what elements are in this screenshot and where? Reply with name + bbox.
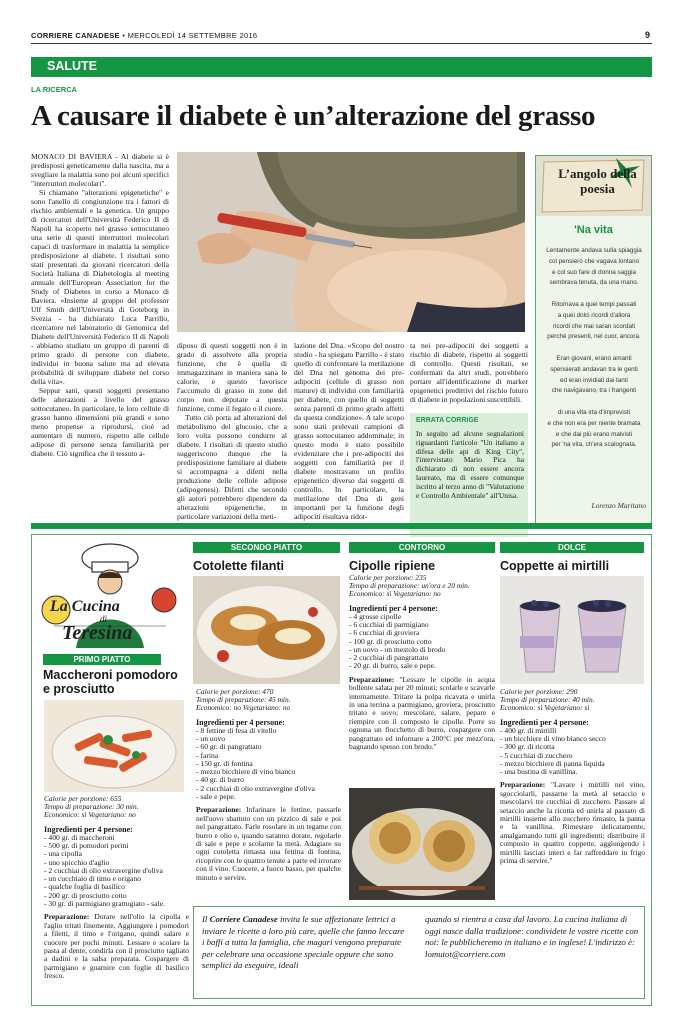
recipe-tag: PRIMO PIATTO xyxy=(43,654,161,665)
recipe-secondo-body xyxy=(196,688,341,882)
insulin-injection-illustration xyxy=(177,152,525,332)
article-paragraph: Tutto ciò porta ad alterazioni del metabolismo del glucosio, che a loro volta possono condurre al diabete. I risultati di questo studio suggeriscono dunque che la predisposizione familiare al diabete si accompagna a difetti nella produzione delle cellule adipose (adipogenesi). Difetti che secondo gli autori potrebbero dipendere da alterazioni epigenetiche, in particolare variazioni della meti- xyxy=(177,413,287,521)
recipe-tag: SECONDO PIATTO xyxy=(193,542,340,553)
ingredient-item: - 2 cucchiai di pangrattato xyxy=(349,653,429,663)
recipe-tag: DOLCE xyxy=(500,542,644,553)
recipe-dolce xyxy=(500,542,644,573)
article-col-1 xyxy=(31,152,169,524)
recipe-photo-dolce xyxy=(500,576,644,684)
recipe-title: Maccheroni pomodoro e prosciutto xyxy=(43,668,178,696)
recipe-secondo xyxy=(193,542,340,573)
prep-text: Dorare nell'olio la cipolla e l'aglio tritati finemente. Aggiungere i pomodori a filetti, il timo e l'origano, quindi salare e cuocere per pochi minuti. Lessare e scolare la pasta al dente, condirla con il prosciutto tagliato a dadini e la salsa preparata. Cospargere di parmigiano e guarnire con foglie di basilico fresco. xyxy=(44,912,189,981)
poem-line: col pensiero che vagava lontano xyxy=(548,257,640,265)
poem-line: spensierati andavan tra le genti xyxy=(550,365,638,373)
ingredient-item: - una bustina di vanillina. xyxy=(500,767,578,777)
poetry-header xyxy=(536,156,651,216)
recipe-primo xyxy=(43,654,185,696)
poem-line: ricordi che mai saran scordati xyxy=(552,322,636,330)
article-paragraph: Si chiamano "alterazioni epigenetiche" e sono l'anello di congiunzione tra i fattori di rischio ambientali e la genetica. Un gruppo di ricercatori dell'Università Federico II di Napoli ha scoperto nel grasso sottocutaneo una serie di questi interruttori molecolari capaci di trasformare in malattia la semplice predisposizione al diabete. I risultati sono stati presentati da giovani ricercatori della Società Italiana di Diabetologia al meeting annuale dell'European Association for the Study of Diabetes in corso a Monaco di Baviera. «Insieme al gruppo del professor Ulf Smith dell'Università di Goteborg in Svezia - ha dichiarato Luca Parrillo, ricercatore nel laboratorio di Genomica del Diabete dell'Università Federico II di Napoli - abbiamo studiato un gruppo di parenti di primo grado di persone con diabete, individui in buona salute ma ad elevata probabilità di sviluppare diabete nel corso della vita». xyxy=(31,188,169,386)
ingredient-item: - 2 cucchiai di olio extravergine d'oliva xyxy=(44,865,163,875)
poem-line: Ritornava a quei tempi passati xyxy=(551,300,637,308)
recipe-meta-line: Economico: no Vegetariano: no xyxy=(196,703,291,713)
ingredient-item: - 150 gr. di fontina xyxy=(196,758,253,768)
cutlet-illustration xyxy=(193,576,340,684)
recipe-photo-primo xyxy=(44,700,184,792)
ingredient-item: - 40 gr. di burro xyxy=(196,775,244,785)
paper-name: CORRIERE CANADESE xyxy=(31,31,120,40)
article-paragraph: ta nei pre-adipociti dei soggetti a rischio di diabete, rispetto ai soggetti di controllo. Questi risultati, se confermati da altri studi, potrebbero portare all'identificazione di marker epigenetici predittivi del rischio futuro di diabete in popolazioni suscettibili. xyxy=(410,341,528,404)
poem-line: e che non era per niente bramata xyxy=(547,419,641,427)
ingredient-item: - 60 gr. di pangrattato xyxy=(196,742,262,752)
invite-post: invita le sue affezionate lettrici a inviare le ricette a loro più care, quelle che fanno leccare i baffi a tutta la famiglia, che magari vengono preparate per celebrare una occasione speciale oppure che sono semplici da eseguire, ideali xyxy=(202,914,405,971)
poem-line: perché presenti, nel cuor, ancora. xyxy=(547,333,641,341)
ingredient-item: - 2 cucchiai di olio extravergine d'oliva xyxy=(196,783,315,793)
recipe-preparation xyxy=(349,676,495,752)
section-divider xyxy=(31,523,652,529)
errata-body: In seguito ad alcune segnalazioni riguardanti l'articolo "Un italiano a difesa delle api di King City", l'intervistato Mario Pica ha dichiarato di non essere ancora laureato, ma di essere comunque iscritto al terzo anno di "Valutazione e Controllo Ambientale" all'Unisa. xyxy=(416,429,524,500)
ingredient-item: - uno spicchio d'aglio xyxy=(44,857,110,867)
ingredient-item: - 6 cucchiai di parmigiano xyxy=(349,619,429,629)
ingredient-item: - farina xyxy=(196,750,219,760)
prep-label: Preparazione: xyxy=(196,805,242,815)
ingredient-item: - 30 gr. di parmigiano grattugiato - sale. xyxy=(44,898,165,908)
pasta-illustration xyxy=(44,700,184,792)
ingredient-item: - sale e pepe. xyxy=(196,791,236,801)
poem-line: a quei dolci ricordi d'allora xyxy=(557,311,631,319)
errata-title: ERRATA CORRIGE xyxy=(416,417,479,424)
ingredient-item: - 300 gr. di ricotta xyxy=(500,742,555,752)
article-paragraph: MONACO DI BAVIERA - Al diabete si è predisposti geneticamente dalla nascita, ma a svegliare la malattia sono poi alcuni specifici "interruttori molecolari". xyxy=(31,152,169,188)
recipe-meta xyxy=(44,795,189,820)
page-number: 9 xyxy=(645,30,651,40)
ingredient-item: - qualche foglia di basilico xyxy=(44,882,125,892)
ingredient-item: - un uovo - un mestolo di brodo xyxy=(349,644,446,654)
headline: A causare il diabete è un’alterazione del grasso xyxy=(31,100,596,132)
blueberry-cups-illustration xyxy=(500,576,644,684)
poem-line: di una vita irta d'imprevisti xyxy=(557,408,631,416)
poetry-title: L’angolo della poesia xyxy=(558,166,637,196)
article-col-4 xyxy=(410,341,528,411)
recipe-preparation xyxy=(500,781,645,865)
article-paragraph: lazione del Dna. «Scopo del nostro studio - ha spiegato Parrillo - è stato quello di confrontare la metilazione del Dna nel genoma dei pre-adipociti (cellule di grasso non mature) di individui con familiarità per diabete, con quello di soggetti senza parenti di primo grado affetti da questa condizione». A tale scopo sono stati prelevati campioni di grasso sottocutaneo addominale; in questo modo è stato possibile evidenziare che i pre-adipociti dei soggetti con familiarità per il diabete mostravano un profilo epigenetico diverso dai soggetti di controllo. In particolare, la metilazione del Dna di geni importanti per la funzione degli adipociti risultava ridot- xyxy=(294,341,404,521)
recipe-meta-line: Economico: sì Vegetariano: no xyxy=(44,810,136,820)
recipe-photo-secondo xyxy=(193,576,340,684)
ingredient-item: - 20 gr. di burro, sale e pepe. xyxy=(349,661,436,671)
ingredients-list xyxy=(196,727,341,802)
ingredient-item: - un bicchiere di vino bianco secco xyxy=(500,733,606,743)
invite-pre: Il xyxy=(202,914,210,924)
ingredient-item: - 500 gr. di pomodori perini xyxy=(44,840,129,850)
prep-text: Infarinare le fettine, passarle nell'uovo sbattuto con un pizzico di sale e poi nel pangrattato. Farle rosolare in un tegame con burro e olio e, quando saranno dorate, regolarle di sale e pepe e scolarne la metà. Adagiare su ogni cotoletta rimasta una fettina di fontina, ricoprire con le quattro tenute a parte ed irrorare con il vino. Cuocere, a fuoco basso, per qualche minuto e servire. xyxy=(196,805,341,882)
article-paragraph: diposo di questi soggetti non è in grado di assolvere alla propria funzione, che è quella di immagazzinare in maniera sana le calorie, e questo favorisce l'accumulo di grasso in zone del corpo non deputate a questa funzione, come il fegato o il cuore. xyxy=(177,341,287,413)
article-paragraph: Seppur sani, questi soggetti presentano delle alterazioni a livello del grasso sottocutaneo. In particolare, le loro cellule di grasso hanno dimensioni più grandi e sono meno propense a riprodursi, cioè ad aumentare di numero, rispetto alle cellule adipose di persone senza familiarità per diabete. Ciò significa che il tessuto a- xyxy=(31,386,169,458)
recipe-preparation xyxy=(44,913,189,980)
recipe-meta xyxy=(349,574,495,599)
ingredient-item: - una cipolla xyxy=(44,849,82,859)
poem-author: Lorenzo Maritano xyxy=(591,501,646,510)
invite-text-right: quando si rientra a casa dal lavoro. La cucina italiana di oggi nasce dalla tradizione: condividete le vostre ricette con noi: le pubblicheremo in italiano e in inglese! L'indirizzo è: lomutot@corriere.com xyxy=(425,914,639,959)
ingredient-item: - 200 gr. di prosciutto cotto xyxy=(44,890,127,900)
recipe-meta-line: Calorie per porzione: 235 xyxy=(349,573,427,582)
ingredient-item: - 8 fettine di fesa di vitello xyxy=(196,725,277,735)
poem-line: che navigavano, tra i frangenti xyxy=(551,387,637,395)
poem-line: Lentamente andava sulla spiaggia xyxy=(546,247,642,254)
recipe-title: Cotolette filanti xyxy=(193,559,284,573)
ingredient-item: - 6 cucchiai di groviera xyxy=(349,628,420,638)
recipe-contorno-body xyxy=(349,574,495,751)
ingredient-item: - mezzo bicchiere di panna liquida xyxy=(500,758,605,768)
ingredients-title: Ingredienti per 4 persone: xyxy=(349,603,438,613)
poem-line xyxy=(542,397,646,408)
article-col-3 xyxy=(294,341,404,523)
recipe-preparation xyxy=(196,806,341,882)
poem-title: 'Na vita xyxy=(574,224,613,236)
ingredients-list xyxy=(44,834,189,909)
ingredient-item: - 5 cucchiai di zucchero xyxy=(500,750,573,760)
poem-line: per 'na vita, ch'era scalognata. xyxy=(551,441,637,449)
prep-label: Preparazione: xyxy=(349,674,395,684)
recipe-meta-line: Calorie per porzione: 470 xyxy=(196,687,274,696)
logo-di: di xyxy=(100,614,108,624)
recipe-meta-line: Calorie per porzione: 290 xyxy=(500,687,578,696)
invite-text-left xyxy=(202,914,407,972)
article-col-2 xyxy=(177,341,287,523)
section-bar: SALUTE xyxy=(31,57,652,77)
poem-line: ed eran invidiati dai tanti xyxy=(560,376,628,384)
ingredient-item: - un cucchiaio di timo e origano xyxy=(44,874,142,884)
header-rule xyxy=(31,43,652,44)
ingredient-item: - 400 gr. di maccheroni xyxy=(44,832,115,842)
ingredients-title: Ingredienti per 4 persone: xyxy=(500,717,589,727)
recipe-photo-contorno xyxy=(349,788,495,900)
poem-line xyxy=(542,343,646,354)
recipe-meta-line: Tempo di preparazione: 45 min. xyxy=(196,695,291,705)
poem-line xyxy=(542,289,646,300)
recipe-meta-line: Tempo di preparazione: un'ora e 20 min. xyxy=(349,581,470,591)
poem-line: e che dai più erano malvisti xyxy=(555,430,633,438)
ingredients-title: Ingredienti per 4 persone: xyxy=(196,717,285,727)
prep-text: "Lavare i mirtilli nel vino, sgocciolarli, passarne la metà al setaccio e mescolarvi tre cucchiai di zucchero. Passare al setaccio anche la ricotta ed unirla al passato di mirtilli insieme allo zucchero rimasto, la panna e la vanillina. Rimestare delicatamente, amalgamando tutti gli ingredienti; distribuire il composto in quattro coppette, aggiungendo i mirtilli lasciati interi e far raffreddare in frigo prima di servire." xyxy=(500,780,645,866)
errata-box xyxy=(410,413,528,537)
recipes-invite-box xyxy=(193,906,645,999)
ingredients-list xyxy=(500,727,645,777)
recipe-contorno xyxy=(349,542,495,573)
recipe-meta-line: Tempo di preparazione: 30 min. xyxy=(44,802,139,812)
ingredient-item: - 400 gr. di mirtilli xyxy=(500,725,557,735)
ingredient-item: - 4 grosse cipolle xyxy=(349,611,402,621)
recipe-title: Coppette ai mirtilli xyxy=(500,559,610,573)
recipe-title: Cipolle ripiene xyxy=(349,559,436,573)
recipe-dolce-body xyxy=(500,688,645,865)
recipe-tag: CONTORNO xyxy=(349,542,495,553)
article-photo xyxy=(177,152,525,332)
issue-date: • MERCOLEDÌ 14 SETTEMBRE 2016 xyxy=(122,31,258,40)
masthead xyxy=(31,31,257,40)
recipe-primo-body xyxy=(44,795,189,981)
recipe-meta-line: Calorie per porzione: 655 xyxy=(44,794,122,803)
recipe-meta xyxy=(500,688,645,713)
prep-text: "Lessare le cipolle in acqua bollente salata per 20 minuti; scolarle e scavarle internamente. Tritare la polpa ricavata e unirla in una terrina a parmigiano, groviera, prosciutto tritato e uovo; mescolare, salare, pepare e riempire con il composto le cipolle. Porre su ognuna un fiocchetto di burro, cospargere con pangrattato ed infornare a 200°C per mezz'ora, bagnando spesso con brodo." xyxy=(349,674,495,751)
ingredient-item: - un uovo xyxy=(196,733,226,743)
ingredient-item: - 100 gr. di prosciutto cotto xyxy=(349,636,432,646)
cucina-teresina-logo xyxy=(36,540,184,650)
poetry-box xyxy=(535,155,652,527)
ingredient-item: - mezzo bicchiere di vino bianco xyxy=(196,767,296,777)
logo-line-1: La Cucina xyxy=(50,598,120,615)
poem-text xyxy=(542,246,646,451)
ingredients-list xyxy=(349,613,495,671)
recipe-meta-line: Economico: sì Vegetariano: sì xyxy=(500,703,590,713)
ingredients-title: Ingredienti per 4 persone: xyxy=(44,824,133,834)
logo-line-2: Teresina xyxy=(62,622,133,644)
kicker: LA RICERCA xyxy=(31,85,77,94)
stuffed-onions-illustration xyxy=(349,788,495,900)
poem-line: Eran giovani, erano amanti xyxy=(556,354,632,362)
poem-line: e col suo fare di donna saggia xyxy=(551,268,637,276)
recipe-meta-line: Tempo di preparazione: 40 min. xyxy=(500,695,595,705)
recipe-meta xyxy=(196,688,341,713)
prep-label: Preparazione: xyxy=(500,780,546,790)
invite-brand: Corriere Canadese xyxy=(209,914,278,924)
prep-label: Preparazione: xyxy=(44,912,90,922)
recipe-meta-line: Economico: sì Vegetariano: no xyxy=(349,589,441,599)
poem-line: sembrava tenuta, da una mano. xyxy=(549,279,639,287)
